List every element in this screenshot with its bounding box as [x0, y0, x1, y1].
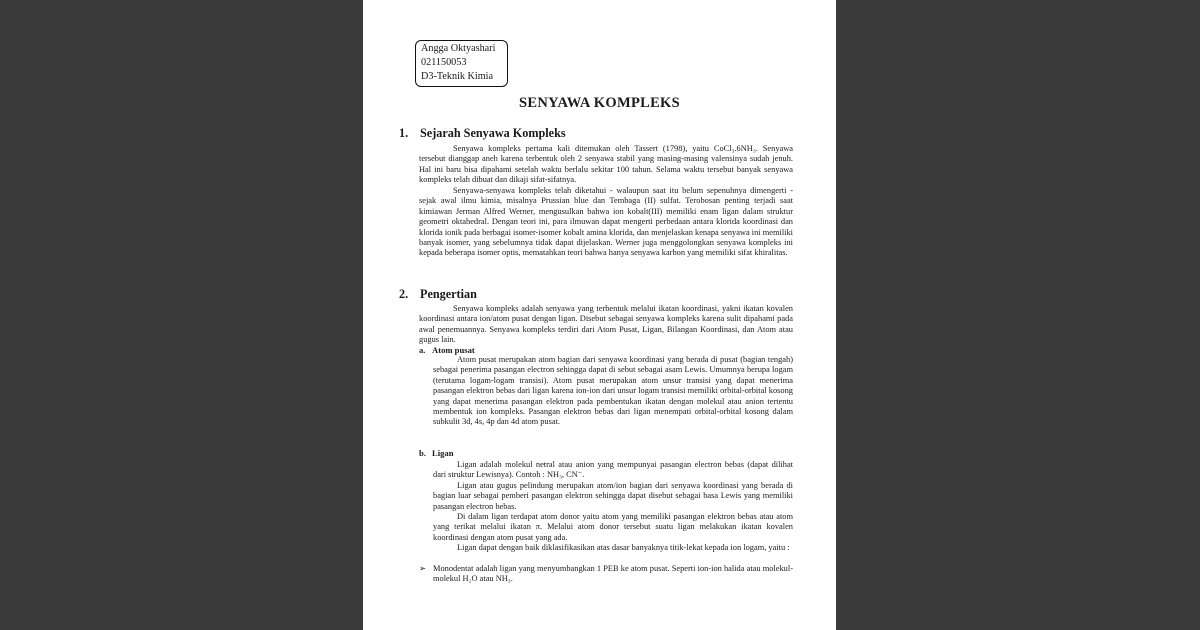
- author-name: Angga Oktyashari: [421, 43, 496, 54]
- list-item: ➢ Monodentat adalah ligan yang menyumbangkan 1 PEB ke atom pusat. Seperti ion-ion halida atau molekul-molekul H₂O atau NH₃.: [419, 564, 793, 584]
- author-program: D3-Teknik Kimia: [421, 71, 493, 82]
- subsection-heading-atom-pusat: a. Atom pusat: [419, 345, 475, 355]
- section-title: Pengertian: [420, 287, 477, 301]
- arrow-bullet-icon: ➢: [419, 564, 427, 573]
- section-heading-sejarah: [399, 126, 566, 141]
- section-title: Sejarah Senyawa Kompleks: [420, 126, 566, 140]
- section-number: 1.: [399, 126, 409, 140]
- section-heading-pengertian: [399, 287, 477, 302]
- subsection-heading-ligan: b. Ligan: [419, 448, 454, 458]
- paragraph: Atom pusat merupakan atom bagian dari senyawa koordinasi yang berada di pusat (bagian tengah) sebagai penerima pasangan electron sehingga dapat di sebut sebagai asam Lewis. Umumnya berupa logam (terutama logam-logam transisi). Atom pusat merupakan atom unsur transisi yang dapat menerima pasangan elektron bebas dari ligan karena ion-ion dari unsur logam transisi memiliki orbital-orbital kosong yang dapat menerima pasangan elektron pada pembentukan ikatan dengan molekul atau anion tertentu membentuk ion kompleks. Pasangan elektron bebas dari ligan menempati orbital-orbital kosong dalam subkulit 3d, 4s, 4p dan 4d atom pusat.: [433, 355, 793, 427]
- paragraph: Ligan atau gugus pelindung merupakan atom/ion bagian dari senyawa koordinasi yang berada di bagian luar sebagai pemberi pasangan elektron sehingga dapat disebut sebagai basa Lewis yang memiliki pasangan electron bebas.: [433, 481, 793, 511]
- document-page[interactable]: [363, 0, 836, 630]
- document-title: SENYAWA KOMPLEKS: [519, 95, 680, 111]
- paragraph: Senyawa-senyawa kompleks telah diketahui - walaupun saat itu belum sepenuhnya dimengerti - sejak awal ilmu kimia, misalnya Prussian blue dan Tembaga (II) sulfat. Terobosan penting terjadi saat kimiawan Jerman Alfred Werner, mengusulkan bahwa ion kobalt(III) memiliki enam ligan dalam struktur geometri oktahedral. Dengan teori ini, para ilmuwan dapat mengerti perbedaan antara klorida koordinasi dan klorida ionik pada berbagai isomer-isomer kobalt amina klorida, dan menjelaskan kenapa senyawa ini memiliki banyak isomer, yang sebelumnya tidak dapat dijelaskan. Werner juga menggolongkan senyawa kompleks ini kepada beberapa isomer optis, mematahkan teori bahwa hanya senyawa karbon yang memiliki sifat khiralitas.: [419, 186, 793, 258]
- paragraph: Di dalam ligan terdapat atom donor yaitu atom yang memiliki pasangan elektron bebas atau atom yang terikat melalui ikatan π. Melalui atom donor tersebut suatu ligan melakukan ikatan kovalen koordinasi dengan atom pusat yang ada.: [433, 512, 793, 542]
- paragraph: Senyawa kompleks adalah senyawa yang terbentuk melalui ikatan koordinasi, yakni ikatan kovalen koordinasi antara ion/atom pusat dengan ligan. Disebut sebagai senyawa kompleks karena sulit dipahami pada awal penemuannya. Senyawa kompleks terdiri dari Atom Pusat, Ligan, Bilangan Koordinasi, dan Atom atau gugus lain.: [419, 304, 793, 345]
- paragraph: Ligan dapat dengan baik diklasifikasikan atas dasar banyaknya titik-lekat kepada ion logam, yaitu :: [457, 543, 790, 552]
- paragraph: Ligan adalah molekul netral atau anion yang mempunyai pasangan electron bebas (dapat dilihat dari struktur Lewisnya). Contoh : NH₃, CN⁻.: [433, 460, 793, 480]
- paragraph: Senyawa kompleks pertama kali ditemukan oleh Tassert (1798), yaitu CoCl₃.6NH₃. Senyawa tersebut dianggap aneh karena terbentuk oleh 2 senyawa stabil yang masing-masing valensinya sudah jenuh. Hal ini baru bisa dipahami setelah waktu berlalu sekitar 100 tahun. Selama waktu tersebut banyak senyawa kompleks telah dibuat dan dikaji sifat-sifatnya.: [419, 144, 793, 185]
- author-info-box: [415, 40, 508, 87]
- author-nim: 021150053: [421, 57, 467, 68]
- section-number: 2.: [399, 287, 409, 301]
